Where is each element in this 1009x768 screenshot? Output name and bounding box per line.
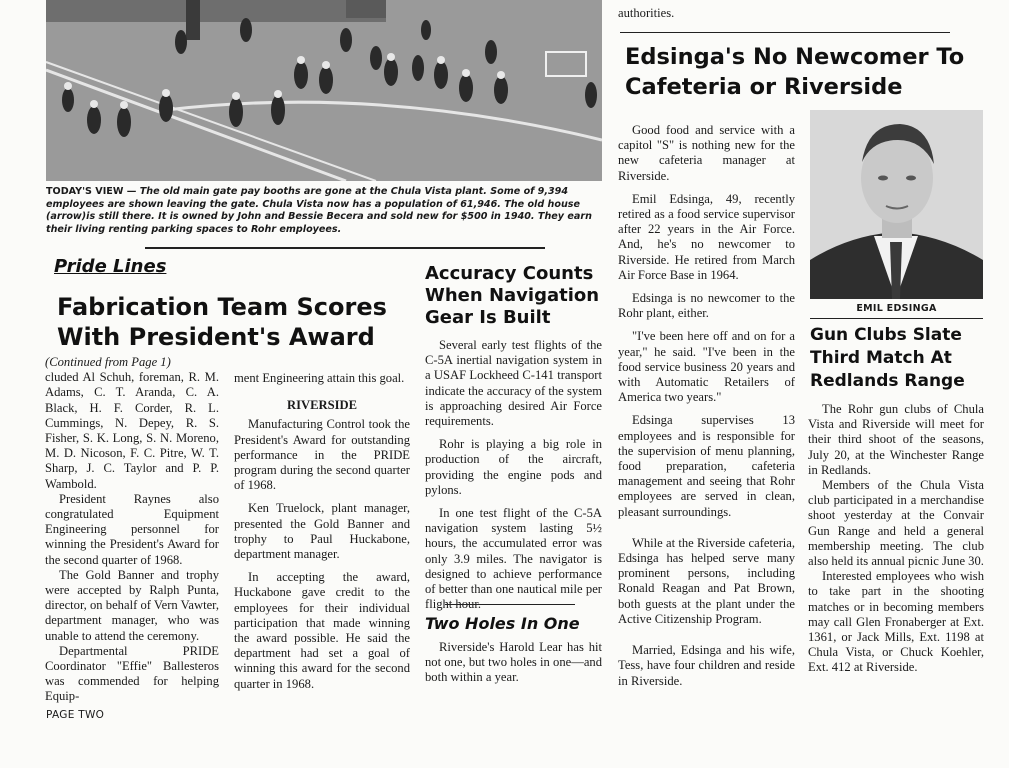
edsinga-para: "I've been here off and on for a year," he said. "I've been in the food service business 20 years and with Automatic Retailers of America two years." — [618, 329, 795, 405]
top-fragment: authorities. — [618, 6, 675, 20]
portrait-divider — [810, 318, 983, 319]
column-header: Pride Lines — [54, 256, 167, 277]
edsinga-portrait — [810, 110, 983, 299]
edsinga-para: While at the Riverside cafeteria, Edsinga has helped serve many prominent persons, including Ronald Reagan and Pat Brown, both guests at the plant under the Active Citizenship Program. — [618, 535, 795, 626]
gun-clubs-para: The Rohr gun clubs of Chula Vista and Riverside will meet for their third shoot of the seasons, July 20, at the Winchester Range in Redlands. — [808, 402, 984, 477]
caption-divider — [145, 247, 545, 249]
photo-caption-text: The old main gate pay booths are gone at the Chula Vista plant. Some of 9,394 employees are shown leaving the gate. Chula Vista now has a population of 61,946. The old house (arrow)is still there. It is owned by John and Bessie Becera and sold new for $500 in 1940. They earn their living renting parking spaces to Rohr employees. — [46, 186, 592, 235]
holes-headline: Two Holes In One — [425, 614, 580, 633]
fabrication-para: Ken Truelock, plant manager, presented the Gold Banner and trophy to Paul Huckabone, department manager. — [234, 501, 410, 562]
edsinga-para: Married, Edsinga and his wife, Tess, have four children and reside in Riverside. — [618, 643, 795, 688]
portrait-figure — [810, 110, 983, 299]
photo-caption — [46, 186, 602, 236]
portrait-caption: EMIL EDSINGA — [856, 303, 937, 314]
edsinga-para: Edsinga is no newcomer to the Rohr plant, either. — [618, 291, 795, 321]
edsinga-para: Good food and service with a capitol "S" is nothing new for the new cafeteria manager at Riverside. — [618, 123, 795, 183]
fabrication-para: President Raynes also congratulated Equipment Engineering personnel for winning the President's Award for the second quarter of 1968. — [45, 491, 219, 567]
edsinga-body — [618, 123, 795, 689]
accuracy-divider — [445, 604, 575, 605]
accuracy-headline: Accuracy Counts When Navigation Gear Is Built — [425, 263, 600, 328]
riverside-subhead: RIVERSIDE — [287, 398, 357, 413]
accuracy-body — [425, 338, 602, 612]
edsinga-headline: Edsinga's No Newcomer To Cafeteria or Riverside — [625, 44, 965, 100]
gate-photo — [46, 0, 602, 181]
gun-clubs-headline: Gun Clubs Slate Third Match At Redlands Range — [810, 325, 965, 391]
gate-photo-scene — [46, 0, 602, 181]
page-label: PAGE TWO — [46, 709, 105, 721]
fabrication-para: Manufacturing Control took the President's Award for outstanding performance in the PRIDE program during the second quarter of 1968. — [234, 417, 410, 493]
fabrication-para: ment Engineering attain this goal. — [234, 371, 405, 385]
fabrication-headline: Fabrication Team Scores With President's Award — [57, 293, 387, 351]
holes-para: Riverside's Harold Lear has hit not one, but two holes in one—and both within a year. — [425, 640, 602, 685]
continued-note: (Continued from Page 1) — [45, 355, 171, 369]
edsinga-para: Edsinga supervises 13 employees and is responsible for the supervision of menu planning, food preparation, cafeteria management and seeing that Rohr employees are served in clean, pleasant surroundings. — [618, 413, 795, 519]
gun-clubs-para: Members of the Chula Vista club participated in a merchandise shoot yesterday at the Convair Gun Range and held a general membership meeting. The club also held its annual picnic June 30. — [808, 478, 984, 569]
edsinga-para: Emil Edsinga, 49, recently retired as a food service supervisor after 22 years in the Air Force. And, he's no newcomer to Riverside. He retired from March Air Force Base in 1964. — [618, 191, 795, 282]
holes-body — [425, 640, 602, 686]
fabrication-para: In accepting the award, Huckabone gave credit to the employees for their individual participation that made winning the award possible. He said the department had set a goal of winning this award for the second quarter in 1968. — [234, 570, 410, 691]
gun-clubs-body — [808, 402, 984, 676]
gun-clubs-para: Interested employees who wish to take part in the shooting matches or in becoming members may call Glen Fronaberger at Ext. 1361, or Jack Mills, Ext. 1198 at Chula Vista, or Chuck Koehler, Ext. 412 at Riverside. — [808, 569, 984, 675]
fabrication-para: Departmental PRIDE Coordinator "Effie" Ballesteros was commended for helping Equip- — [45, 643, 219, 704]
accuracy-para: In one test flight of the C-5A navigation system lasting 5½ hours, the accumulated error was only 3.9 miles. The navigator is designed to achieve performance of better than one nautical mile per flight hour. — [425, 506, 602, 612]
fabrication-para: cluded Al Schuh, foreman, R. M. Adams, C. T. Aranda, C. A. Black, H. F. Corder, R. L. Cummings, N. Depey, R. S. Fisher, S. K. Long, S. N. Moreno, M. D. Nicoson, F. C. Pitre, W. T. Sharp, J. C. Taylor and P. P. Wambold. — [45, 370, 219, 491]
top-divider — [620, 32, 950, 33]
accuracy-para: Rohr is playing a big role in production of the aircraft, providing the engine pods and pylons. — [425, 437, 602, 497]
fabrication-para: The Gold Banner and trophy were accepted by Ralph Punta, director, on behalf of Vern Vawter, department manager, who was unable to attend the ceremony. — [45, 567, 219, 643]
fabrication-column-2 — [234, 371, 410, 692]
accuracy-para: Several early test flights of the C-5A inertial navigation system in a USAF Lockheed C-141 transport indicate the accuracy of the system is approaching desired Air Force requirements. — [425, 338, 602, 429]
fabrication-column-1 — [45, 355, 219, 705]
photo-caption-label: TODAY'S VIEW — — [46, 186, 137, 197]
